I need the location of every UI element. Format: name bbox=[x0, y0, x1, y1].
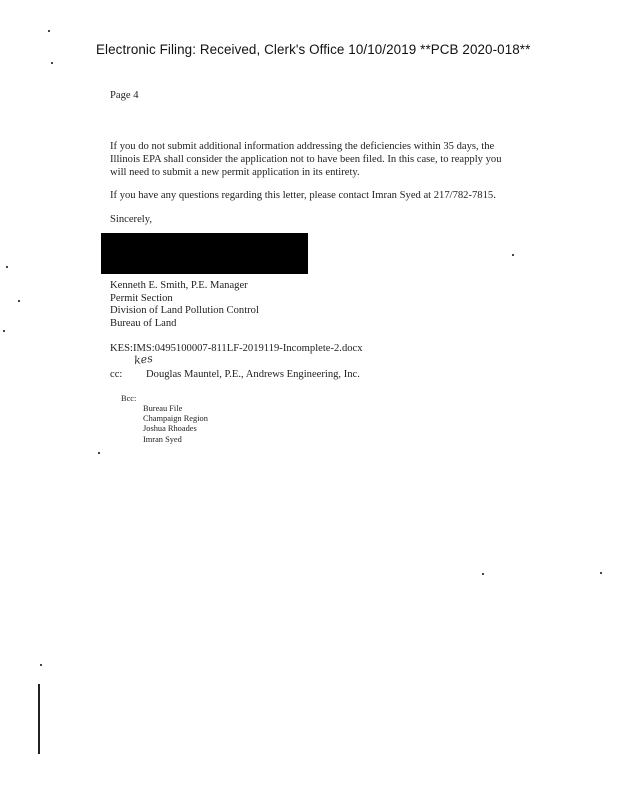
bcc-list bbox=[143, 404, 208, 445]
signature-block bbox=[110, 280, 259, 330]
scan-speck bbox=[512, 254, 514, 256]
scan-speck bbox=[48, 30, 50, 32]
bcc-item: Bureau File bbox=[143, 404, 183, 413]
scan-margin-mark bbox=[38, 684, 40, 754]
signer-division: Division of Land Pollution Control bbox=[110, 305, 259, 317]
filing-stamp-header: Electronic Filing: Received, Clerk's Office 10/10/2019 **PCB 2020-018** bbox=[96, 42, 531, 57]
bcc-item: Imran Syed bbox=[143, 434, 182, 444]
cc-recipient: Douglas Mauntel, P.E., Andrews Engineering, Inc. bbox=[146, 369, 360, 380]
reference-line: KES:IMS:0495100007-811LF-2019119-Incomplete-2.docx bbox=[110, 343, 363, 354]
scan-speck bbox=[6, 266, 8, 268]
scan-speck bbox=[51, 62, 53, 64]
cc-label: cc: bbox=[110, 369, 123, 380]
scan-speck bbox=[482, 573, 484, 575]
signer-section: Permit Section bbox=[110, 292, 173, 304]
handwritten-initials: kes bbox=[133, 351, 154, 368]
bcc-label: Bcc: bbox=[121, 394, 137, 403]
bcc-item: Joshua Rhoades bbox=[143, 424, 197, 434]
paragraph-line: will need to submit a new permit application in its entirety. bbox=[110, 167, 360, 178]
closing-salutation: Sincerely, bbox=[110, 214, 152, 225]
scan-speck bbox=[600, 572, 602, 574]
page-label: Page 4 bbox=[110, 90, 139, 101]
scan-speck bbox=[98, 452, 100, 454]
scan-speck bbox=[18, 300, 20, 302]
signer-bureau: Bureau of Land bbox=[110, 317, 177, 329]
signer-name: Kenneth E. Smith, P.E. Manager bbox=[110, 280, 248, 291]
contact-paragraph: If you have any questions regarding this letter, please contact Imran Syed at 217/782-7815. bbox=[110, 190, 496, 201]
bcc-item: Champaign Region bbox=[143, 414, 208, 424]
scan-speck bbox=[40, 664, 42, 666]
redacted-signature-block bbox=[101, 233, 308, 274]
paragraph-line: If you do not submit additional information addressing the deficiencies within 35 days, the bbox=[110, 141, 495, 152]
deficiency-paragraph bbox=[110, 140, 520, 179]
paragraph-line: Illinois EPA shall consider the application not to have been filed. In this case, to reapply you bbox=[110, 154, 502, 165]
scan-speck bbox=[3, 330, 5, 332]
